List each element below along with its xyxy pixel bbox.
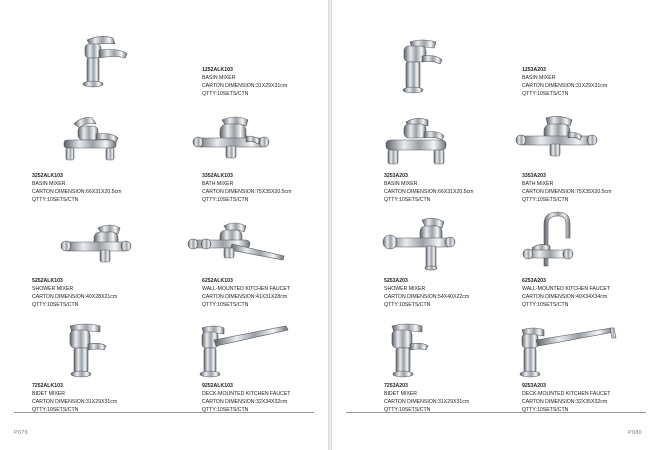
quantity: QTTY:10SETS/CTN: [32, 302, 79, 308]
page-number: P080: [628, 430, 643, 436]
product-code: 9253A203: [522, 383, 546, 389]
product-code: 6253A203: [522, 278, 546, 284]
product-info: [522, 277, 660, 309]
product-name: BIDET MIXER: [32, 391, 66, 397]
basin-mixer-bridge-icon: [56, 110, 156, 172]
quantity: QTTY:10SETS/CTN: [384, 407, 431, 413]
deck-kitchen-faucet-icon: [518, 320, 618, 382]
deck-kitchen-faucet-icon: [196, 320, 296, 382]
product-name: BATH MIXER: [522, 181, 554, 187]
carton-dimension: CARTON DIMENSION:31X29X31cm: [384, 399, 470, 405]
quantity: QTTY:10SETS/CTN: [202, 91, 249, 97]
product-code: 1252ALK103: [202, 67, 233, 73]
product-name: BATH MIXER: [202, 181, 234, 187]
quantity: QTTY:10SETS/CTN: [202, 197, 249, 203]
quantity: QTTY:10SETS/CTN: [384, 197, 431, 203]
product-code: 9252ALK103: [202, 383, 233, 389]
carton-dimension: CARTON DIMENSION:75X35X20.5cm: [522, 189, 612, 195]
product-code: 3252ALK103: [32, 173, 63, 179]
quantity: QTTY:10SETS/CTN: [522, 197, 569, 203]
product-info: [522, 172, 660, 204]
footer-divider: [346, 412, 646, 413]
basin-mixer-bridge-icon: [382, 114, 482, 176]
quantity: QTTY:10SETS/CTN: [384, 302, 431, 308]
product-code: 3352ALK103: [202, 173, 233, 179]
product-info: [32, 172, 182, 204]
product-code: 7253A203: [384, 383, 408, 389]
product-name: BASIN MIXER: [202, 75, 236, 81]
carton-dimension: CARTON DIMENSION:31X29X31cm: [32, 399, 118, 405]
carton-dimension: CARTON DIMENSION:32X34X32cm: [202, 399, 288, 405]
carton-dimension: CARTON DIMENSION:40X34X34cm: [522, 294, 608, 300]
carton-dimension: CARTON DIMENSION:66X31X20.5cm: [32, 189, 122, 195]
product-code: 6252ALK103: [202, 278, 233, 284]
carton-dimension: CARTON DIMENSION:41X31X28cm: [202, 294, 288, 300]
basin-mixer-icon: [392, 38, 492, 100]
product-code: 3353A203: [522, 173, 546, 179]
shower-mixer-icon: [382, 216, 482, 278]
product-info: [32, 382, 182, 414]
shower-mixer-icon: [58, 220, 158, 282]
product-name: SHOWER MIXER: [32, 286, 74, 292]
quantity: QTTY:10SETS/CTN: [202, 407, 249, 413]
right-catalog-page: [332, 0, 660, 450]
wall-kitchen-faucet-icon: [188, 220, 288, 282]
product-name: WALL-MOUNTED KITCHEN FAUCET: [202, 286, 290, 292]
product-name: WALL-MOUNTED KITCHEN FAUCET: [522, 286, 610, 292]
product-info: [384, 172, 534, 204]
bidet-mixer-icon: [386, 320, 486, 382]
left-catalog-page: [0, 0, 328, 450]
quantity: QTTY:10SETS/CTN: [522, 302, 569, 308]
bidet-mixer-icon: [60, 320, 160, 382]
carton-dimension: CARTON DIMENSION:75X35X20.5cm: [202, 189, 292, 195]
page-number: P079: [14, 430, 29, 436]
product-code: 5253A203: [384, 278, 408, 284]
footer-divider: [14, 412, 314, 413]
swan-kitchen-faucet-icon: [522, 208, 622, 270]
product-info: [522, 66, 660, 98]
product-info: [522, 382, 660, 414]
product-name: BASIN MIXER: [32, 181, 66, 187]
product-name: DECK-MOUNTED KITCHEN FAUCET: [202, 391, 291, 397]
carton-dimension: CARTON DIMENSION:66X31X20.5cm: [384, 189, 474, 195]
product-name: BIDET MIXER: [384, 391, 418, 397]
product-code: 1253A203: [522, 67, 546, 73]
product-name: DECK-MOUNTED KITCHEN FAUCET: [522, 391, 611, 397]
product-name: BASIN MIXER: [522, 75, 556, 81]
carton-dimension: CARTON DIMENSION:31X29X31cm: [522, 83, 608, 89]
product-code: 5252ALK103: [32, 278, 63, 284]
carton-dimension: CARTON DIMENSION:32X35X32cm: [522, 399, 608, 405]
quantity: QTTY:10SETS/CTN: [522, 407, 569, 413]
carton-dimension: CARTON DIMENSION:31X29X31cm: [202, 83, 288, 89]
quantity: QTTY:10SETS/CTN: [522, 91, 569, 97]
carton-dimension: CARTON DIMENSION:54X40X22cm: [384, 294, 470, 300]
bath-mixer-icon: [192, 112, 292, 174]
product-info: [384, 277, 534, 309]
product-code: 7252ALK103: [32, 383, 63, 389]
product-code: 3253A203: [384, 173, 408, 179]
quantity: QTTY:10SETS/CTN: [32, 407, 79, 413]
basin-mixer-icon: [65, 32, 165, 94]
bath-mixer-icon: [516, 114, 616, 176]
product-info: [384, 382, 534, 414]
quantity: QTTY:10SETS/CTN: [202, 302, 249, 308]
product-name: SHOWER MIXER: [384, 286, 426, 292]
product-name: BASIN MIXER: [384, 181, 418, 187]
quantity: QTTY:10SETS/CTN: [32, 197, 79, 203]
carton-dimension: CARTON DIMENSION:40X28X21cm: [32, 294, 118, 300]
product-info: [32, 277, 182, 309]
